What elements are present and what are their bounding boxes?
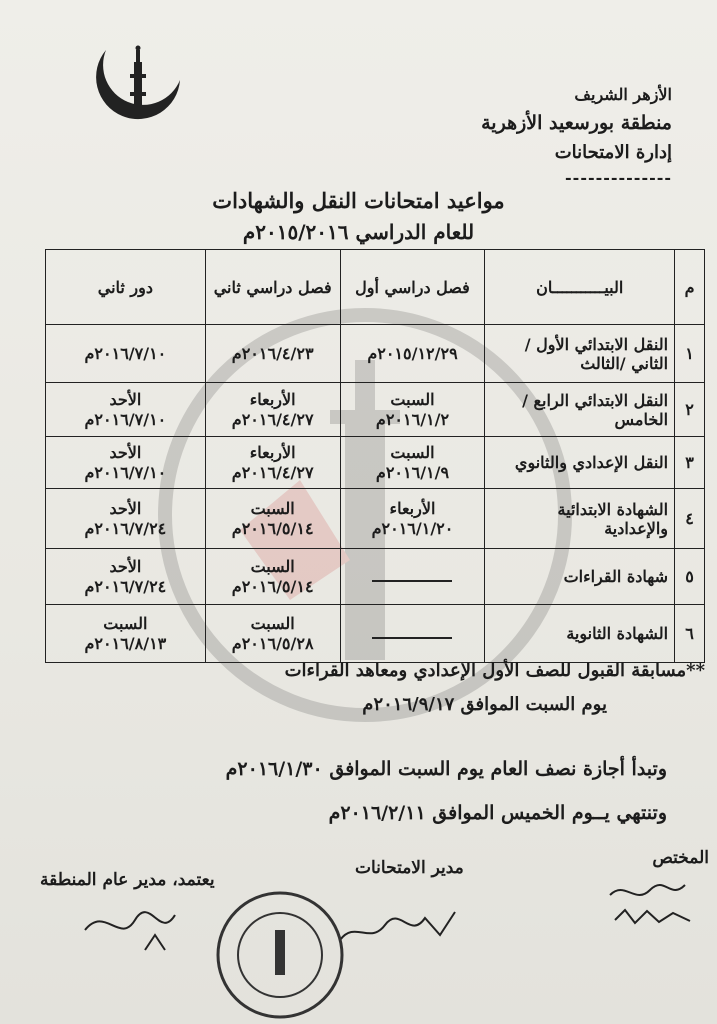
note-admission-date: يوم السبت الموافق ٢٠١٦/٩/١٧م (362, 694, 607, 715)
document-title: مواعيد امتحانات النقل والشهادات (212, 188, 505, 213)
row-desc: النقل الإعدادي والثانوي (485, 437, 675, 489)
table-row (46, 383, 705, 437)
header-divider: -------------- (565, 168, 672, 187)
row-sem2 (205, 325, 340, 383)
row-num: ١ (675, 325, 705, 383)
round2-day: الأحد (109, 498, 142, 518)
sem2-day: الأربعاء (249, 389, 296, 409)
row-sem1 (340, 325, 485, 383)
row-desc: الشهادة الثانوية (485, 605, 675, 663)
row-sem2 (205, 605, 340, 663)
signature-specialist-label: المختص (652, 848, 709, 868)
empty-dash (372, 572, 452, 582)
sem2-date: ٢٠١٦/٥/١٤م (231, 576, 314, 596)
table-row (46, 325, 705, 383)
sem2-day: السبت (250, 613, 295, 633)
row-num: ٣ (675, 437, 705, 489)
header-line-department: إدارة الامتحانات (554, 142, 672, 163)
row-round2 (46, 489, 206, 549)
row-sem2 (205, 549, 340, 605)
note-break-start: وتبدأ أجازة نصف العام يوم السبت الموافق ٢٠١٦/١/٣٠م (225, 758, 667, 780)
round2-day: الأحد (109, 442, 142, 462)
col-header-round2: دور ثاني (46, 250, 206, 325)
round2-date: ٢٠١٦/٨/١٣م (84, 633, 167, 653)
row-num: ٥ (675, 549, 705, 605)
director-signature-icon (75, 895, 195, 955)
row-desc: الشهادة الابتدائية والإعدادية (485, 489, 675, 549)
row-round2 (46, 437, 206, 489)
row-sem1 (340, 383, 485, 437)
row-sem2 (205, 383, 340, 437)
row-desc: النقل الابتدائي الرابع / الخامس (485, 383, 675, 437)
row-num: ٦ (675, 605, 705, 663)
col-header-sem1: فصل دراسي أول (340, 250, 485, 325)
row-desc: شهادة القراءات (485, 549, 675, 605)
sem2-day: السبت (250, 498, 295, 518)
row-sem1 (340, 489, 485, 549)
sem2-date: ٢٠١٦/٥/١٤م (231, 518, 314, 538)
azhar-logo-icon (88, 40, 188, 125)
signature-exam-manager-label: مدير الامتحانات (355, 858, 464, 878)
row-sem1-empty (340, 549, 485, 605)
empty-dash (372, 629, 452, 639)
sem2-date: ٢٠١٦/٤/٢٧م (231, 409, 314, 429)
row-sem1 (340, 437, 485, 489)
sem1-day: السبت (390, 442, 435, 462)
round2-day: الأحد (109, 389, 142, 409)
row-round2 (46, 549, 206, 605)
table-row (46, 605, 705, 663)
col-header-desc: البيـــــــــــان (485, 250, 675, 325)
note-break-end: وتنتهي يــوم الخميس الموافق ٢٠١٦/٢/١١م (328, 802, 667, 824)
header-line-azhar: الأزهر الشريف (574, 85, 672, 104)
sem2-date: ٢٠١٦/٤/٢٧م (231, 462, 314, 482)
table-header-row (46, 250, 705, 325)
sem1-date: ٢٠١٦/١/٩م (375, 462, 450, 482)
sem1-date: ٢٠١٥/١٢/٢٩م (367, 343, 458, 363)
table-row (46, 549, 705, 605)
row-sem2 (205, 489, 340, 549)
sem2-date: ٢٠١٦/٥/٢٨م (231, 633, 314, 653)
round2-date: ٢٠١٦/٧/٢٤م (84, 518, 167, 538)
row-desc: النقل الابتدائي الأول /الثاني /الثالث (485, 325, 675, 383)
round2-date: ٢٠١٦/٧/٢٤م (84, 576, 167, 596)
sem1-date: ٢٠١٦/١/٢م (375, 409, 450, 429)
round2-day: السبت (103, 613, 148, 633)
table-row (46, 437, 705, 489)
round2-date: ٢٠١٦/٧/١٠م (84, 409, 167, 429)
col-header-sem2: فصل دراسي ثاني (205, 250, 340, 325)
sem2-day: الأربعاء (249, 442, 296, 462)
note-admission: **مسابقة القبول للصف الأول الإعدادي ومعاهد القراءات (284, 660, 705, 681)
sem2-day: السبت (250, 556, 295, 576)
table-row (46, 489, 705, 549)
row-sem2 (205, 437, 340, 489)
round2-date: ٢٠١٦/٧/١٠م (84, 462, 167, 482)
row-round2 (46, 325, 206, 383)
row-num: ٢ (675, 383, 705, 437)
row-num: ٤ (675, 489, 705, 549)
col-header-num: م (675, 250, 705, 325)
sem1-day: الأربعاء (389, 498, 436, 518)
sem2-date: ٢٠١٦/٤/٢٣م (231, 343, 314, 363)
sem1-date: ٢٠١٦/١/٢٠م (371, 518, 454, 538)
row-sem1-empty (340, 605, 485, 663)
header-line-region: منطقة بورسعيد الأزهرية (481, 112, 672, 134)
sem1-day: السبت (390, 389, 435, 409)
document-subtitle: للعام الدراسي ٢٠١٥/٢٠١٦م (242, 220, 475, 244)
round2-day: الأحد (109, 556, 142, 576)
signature-approval-label: يعتمد، مدير عام المنطقة (40, 870, 215, 890)
official-stamp-icon (195, 880, 365, 1020)
specialist-signature-icon (595, 875, 710, 935)
round2-date: ٢٠١٦/٧/١٠م (84, 343, 167, 363)
row-round2 (46, 605, 206, 663)
schedule-table (45, 249, 705, 663)
row-round2 (46, 383, 206, 437)
